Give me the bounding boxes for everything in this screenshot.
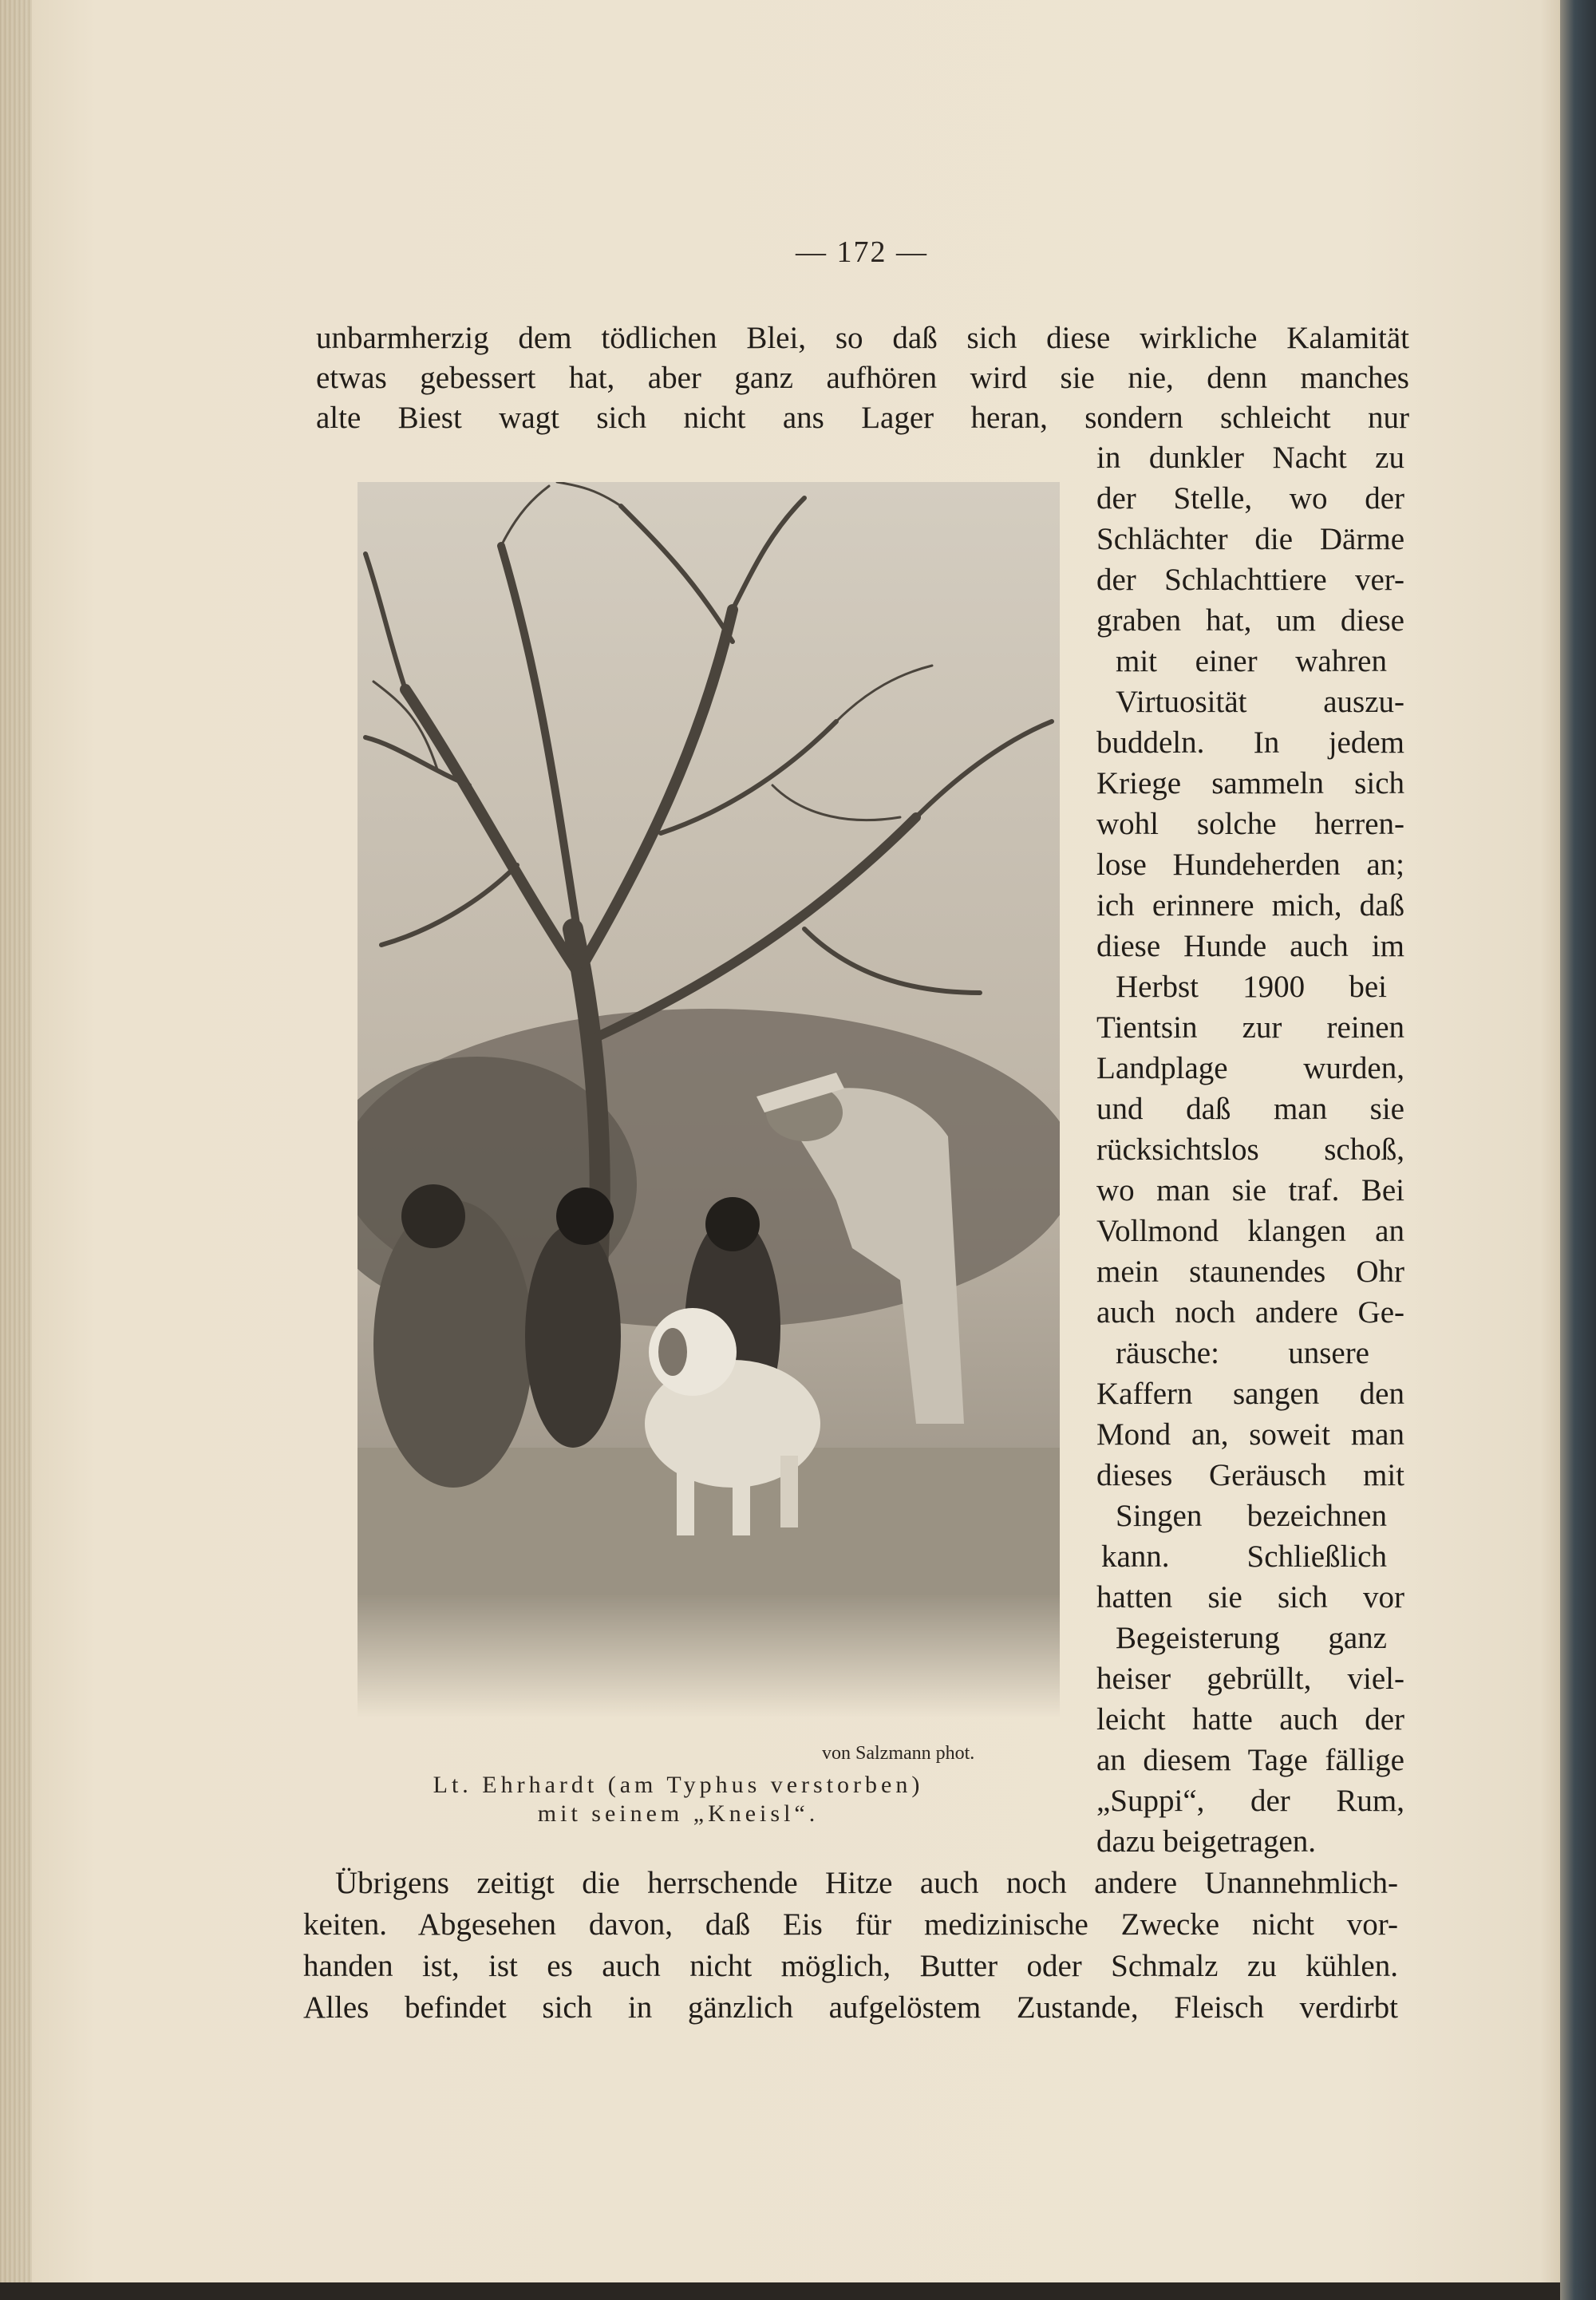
side-text-line: hatten sie sich vor <box>1096 1580 1404 1614</box>
side-text-line: Herbst 1900 bei <box>1116 970 1387 1004</box>
side-text-line: räusche: unsere <box>1116 1336 1369 1370</box>
side-text-line: ich erinnere mich, daß <box>1096 888 1404 923</box>
side-text-line: diese Hunde auch im <box>1096 929 1404 963</box>
side-text-line: auch noch andere Ge- <box>1096 1295 1404 1330</box>
side-text-line: heiser gebrüllt, viel- <box>1096 1662 1404 1696</box>
photograph <box>358 482 1060 1717</box>
side-text-line: Mond an, soweit man <box>1096 1417 1404 1452</box>
side-text-line: Begeisterung ganz <box>1116 1621 1387 1655</box>
figure-caption-line-1: Lt. Ehrhardt (am Typhus verstorben) <box>433 1772 924 1798</box>
text-line: etwas gebessert hat, aber ganz aufhören wird sie nie, denn manches <box>316 361 1409 395</box>
page-number: — 172 — <box>796 235 928 269</box>
text-line: Übrigens zeitigt die herrschende Hitze auch noch andere Unannehmlich- <box>335 1866 1398 1900</box>
photo-credit: von Salzmann phot. <box>822 1743 975 1764</box>
side-text-line: der Schlachttiere ver- <box>1096 563 1404 597</box>
side-text-line: Tientsin zur reinen <box>1096 1010 1404 1045</box>
side-text-line: wohl solche herren- <box>1096 807 1404 841</box>
figure-caption-line-2: mit seinem „Kneisl“. <box>537 1800 820 1827</box>
side-text-line: Kaffern sangen den <box>1096 1377 1404 1411</box>
side-text-line: Vollmond klangen an <box>1096 1214 1404 1248</box>
side-text-line: Landplage wurden, <box>1096 1051 1404 1085</box>
side-text-line: „Suppi“, der Rum, <box>1096 1784 1404 1818</box>
book-cover-edge <box>1560 0 1596 2300</box>
photo-illustration <box>358 482 1060 1717</box>
side-text-line: lose Hundeherden an; <box>1096 848 1404 882</box>
side-text-line: in dunkler Nacht zu <box>1096 441 1404 475</box>
side-text-line: an diesem Tage fällige <box>1096 1743 1404 1777</box>
text-line: handen ist, ist es auch nicht möglich, Butter oder Schmalz zu kühlen. <box>303 1949 1398 1983</box>
side-text-line: wo man sie traf. Bei <box>1096 1173 1404 1207</box>
side-text-line: mein staunendes Ohr <box>1096 1255 1404 1289</box>
side-text-line: dieses Geräusch mit <box>1096 1458 1404 1492</box>
side-text-line: und daß man sie <box>1096 1092 1404 1126</box>
side-text-line: graben hat, um diese <box>1096 603 1404 638</box>
side-text-line: kann. Schließlich <box>1101 1539 1387 1574</box>
page-edge-left <box>0 0 32 2282</box>
text-line: unbarmherzig dem tödlichen Blei, so daß sich diese wirkliche Kalamität <box>316 321 1409 355</box>
side-text-line: Singen bezeichnen <box>1116 1499 1387 1533</box>
side-text-line: dazu beigetragen. <box>1096 1824 1317 1859</box>
side-text-line: Kriege sammeln sich <box>1096 766 1404 800</box>
text-line: alte Biest wagt sich nicht ans Lager heran, sondern schleicht nur <box>316 401 1409 435</box>
side-text-line: leicht hatte auch der <box>1096 1702 1404 1737</box>
side-text-line: Virtuosität auszu- <box>1116 685 1404 719</box>
side-text-line: Schlächter die Därme <box>1096 522 1404 556</box>
side-text-line: der Stelle, wo der <box>1096 481 1404 516</box>
text-line: keiten. Abgesehen davon, daß Eis für medizinische Zwecke nicht vor- <box>303 1907 1398 1942</box>
text-line: Alles befindet sich in gänzlich aufgelöstem Zustande, Fleisch verdirbt <box>303 1990 1398 2025</box>
side-text-line: buddeln. In jedem <box>1096 725 1404 760</box>
side-text-line: mit einer wahren <box>1116 644 1387 678</box>
side-text-line: rücksichtslos schoß, <box>1096 1132 1404 1167</box>
